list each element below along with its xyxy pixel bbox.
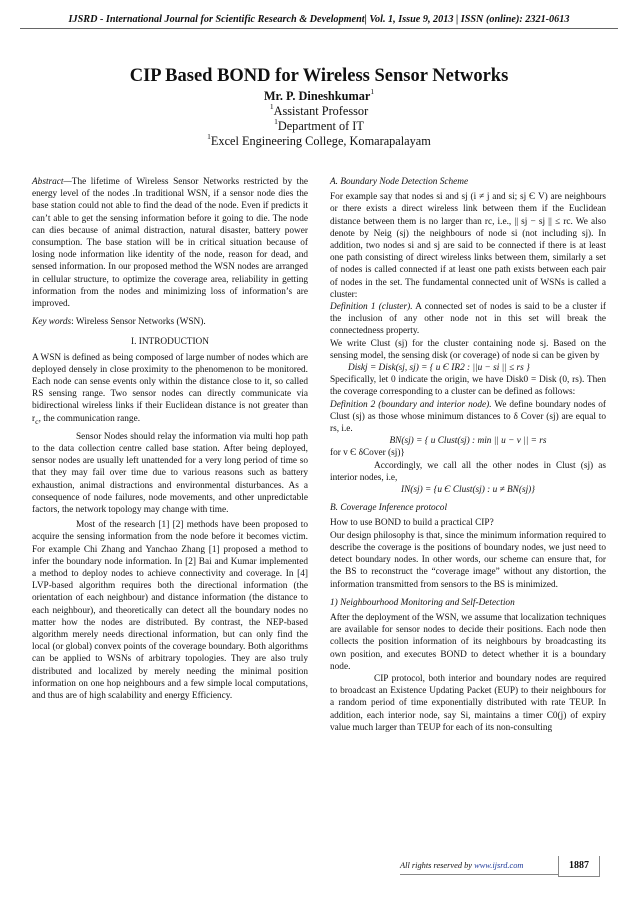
keywords-text: Wireless Sensor Networks (WSN).	[75, 317, 206, 328]
subsubsection-heading-neighbourhood-monitoring: 1) Neighbourhood Monitoring and Self-Detection	[330, 597, 515, 608]
affiliation-department: Department of IT	[277, 119, 364, 133]
definition-label: Definition 2 (boundary and interior node).	[330, 399, 492, 410]
subsection-heading-boundary-detection: A. Boundary Node Detection Scheme	[330, 177, 469, 187]
equation-note: for v Є δCover (sj)}	[330, 448, 405, 459]
footer-rule	[400, 874, 558, 875]
author-name: Mr. P. Dineshkumar	[263, 89, 371, 103]
running-header: IJSRD - International Journal for Scientific Research & Development| Vol. 1, Issue 9, 2013 | ISSN (online): 2321-0613	[68, 14, 570, 25]
author-line	[0, 86, 638, 104]
right-column	[330, 176, 606, 734]
paragraph: Most of the research [1] [2] methods have been proposed to acquire the sensing information from the node before it becomes victim. For example Chi Zhang and Yanchao Zhang [1] proposed a method to infer the boundary node information. In [2] Bai and Kumar implemented a method to deploy nodes to achieve connectivity and coverage. In [4] LVP-based algorithm requires both the directional information (the orientation of each neighbour) and distance information (the distance to each neighbour), and theoretically can detect all the boundary nodes no matter how the nodes are distributed. By contrast, the NEP-based algorithm merely needs directional information, but can only find the local (or global) convex points of the coverage boundary. Both algorithms can be applied to WSNs of arbitrary topologies. They are also truly distributed and localized by merely needing the minimal position information on one hop neighbours and a few simple local computations, and thus are of high scalability and energy Efficiency.	[32, 520, 308, 701]
author-block	[0, 86, 638, 149]
subsection-heading-coverage-inference: B. Coverage Inference protocol	[330, 503, 448, 514]
keywords: Key words: Wireless Sensor Networks (WSN).	[32, 317, 206, 328]
affiliation-institution: Excel Engineering College, Komarapalayam	[210, 134, 431, 148]
header-rule	[20, 28, 618, 29]
paragraph: For example say that nodes si and sj (i ≠ j and si; sj Є V) are neighbours or there exists a direct wireless link between them if the Euclidean distance between them is no larger than rc, i.e., || sj − sj || ≤ rc. We also denote by Neig (sj) the neighbours of node si (not including sj). In addition, two nodes si and sj are said to be connected if there is at least one path consisting of direct wireless links between them, similarly a set of nodes is called connected if at least one path exists between each pair of nodes in the set. The fundamental connected unit of WSNs is called a cluster:	[330, 192, 606, 300]
affiliation-title: Assistant Professor	[273, 104, 369, 118]
abstract-label: Abstract	[32, 177, 64, 187]
keywords-label: Key words	[32, 317, 72, 328]
abstract: Abstract—The lifetime of Wireless Sensor Networks restricted by the energy level of the nodes .In traditional WSN, if a sensor node dies the base station could not able to find the dead of the node. Even if predicts it can’t able to get the sensing information before it going to die. The node can dies because of animal distraction, natural disaster, battery power consumption. The base station will be in critical situation because of losing node information like identity of the node, reason for dead, and sensed information. In our proposed method the WSN nodes are arranged in cellular structure, to optimize the coverage area, reliability in getting information from the nodes and minimizing loss of information’s are improved.	[32, 177, 308, 310]
paragraph: We write Clust (sj) for the cluster containing node sj. Based on the sensing model, the sensing disk (or coverage) of node si can be given by	[330, 338, 606, 361]
paper-title: CIP Based BOND for Wireless Sensor Networks	[129, 66, 509, 86]
definition-label: Definition 1 (cluster).	[330, 302, 413, 313]
paragraph: After the deployment of the WSN, we assume that localization techniques are available for sensor nodes to decide their positions. Each node then collects the position information of its neighbours by broadcasting its own position, and executes BOND to detect whether it is a boundary node.	[330, 612, 606, 672]
paragraph: Specifically, let 0 indicate the origin, we have Disk0 = Disk (0, rs). Then the coverage corresponding to a cluster can be defined as follows:	[330, 375, 606, 398]
definition-1: Definition 1 (cluster). A connected set of nodes is said to be a cluster if the inclusion of any other node not in this set will break the connectedness property.	[330, 302, 606, 337]
footer-site-link[interactable]: www.ijsrd.com	[474, 861, 524, 870]
paragraph: CIP protocol, both interior and boundary nodes are required to broadcast an Existence Updating Packet (EUP) to their neighbours for a random period of time exponentially distributed with rate TEUP. In addition, each interior node, say Si, maintains a timer C0(j) of expiry value much larger than TEUP for each of its non-consulting	[330, 673, 606, 733]
section-heading-introduction: I. INTRODUCTION	[131, 337, 209, 348]
definition-2: Definition 2 (boundary and interior node). We define boundary nodes of Clust (sj) as those whose minimum distances to δ Cover (sj) are equal to rs, i.e.	[330, 399, 606, 435]
equation-boundary-nodes: BN(sj) = { u Clust(sj) : min || u − v || = rs	[389, 436, 547, 447]
affiliation-line: $^1$Excel Engineering College, Komarapalayam	[207, 131, 431, 148]
equation-disk: Diskj = Disk(sj, sj) = { u Є IR2 : ||u − si || ≤ rs }	[348, 363, 530, 374]
abstract-text: The lifetime of Wireless Sensor Networks restricted by the energy level of the nodes .In traditional WSN, if a sensor node dies the base station could not able to find the dead of the node. Even if predicts it can’t able to get the sensing information before it going to die. The node can dies because of animal distraction, natural disaster, battery power consumption. The base station will be in critical situation because of losing node information like identity of the node, reason for dead, and sensed information. In our proposed method the WSN nodes are arranged in cellular structure, to optimize the coverage area, reliability in getting information from the nodes and minimizing loss of information’s are improved.	[32, 177, 308, 310]
page-number: 1887	[558, 856, 600, 877]
paragraph: Our design philosophy is that, since the minimum information required to describe the coverage is the positions of boundary nodes, we just need to detect boundary nodes. In other words, our scheme can ensure that, for the BS to reconstruct the “coverage image” without any distortion, the information transmitted from sensors to the BS is minimized.	[330, 530, 606, 590]
equation-interior-nodes: IN(sj) = {u Є Clust(sj) : u ≠ BN(sj)}	[400, 485, 535, 496]
author-mark: 1	[370, 86, 375, 96]
footer-rights: All rights reserved by www.ijsrd.com	[400, 861, 524, 870]
paragraph: A WSN is defined as being composed of large number of nodes which are deployed densely in close proximity to the phenomenon to be monitored. Each node can sense events only within the distance close to it, so called RS sensing range. Two sensor nodes can directly communicate via bidirectional wireless links if their Euclidean distance is not greater than $r_c$, the communication range.	[32, 352, 308, 426]
left-column	[32, 176, 308, 702]
affiliation-line: $^1$Assistant Professor	[269, 101, 369, 118]
paragraph: Sensor Nodes should relay the information via multi hop path to the data collection centre called base station. After being deployed, sensor nodes are usually left unattended for a very long period of time so that they may fail over time due to various reasons such as battery exhaustion, animal distractions and environmental disturbances. As a consequence of node failures, node movements, and other unpredictable factors, the network topology may change with time.	[32, 431, 308, 515]
paragraph: How to use BOND to build a practical CIP?	[330, 518, 494, 529]
paragraph: Accordingly, we call all the other nodes in Clust (sj) as interior nodes, i.e,	[330, 460, 606, 483]
affiliation-line: $^1$Department of IT	[274, 116, 364, 133]
